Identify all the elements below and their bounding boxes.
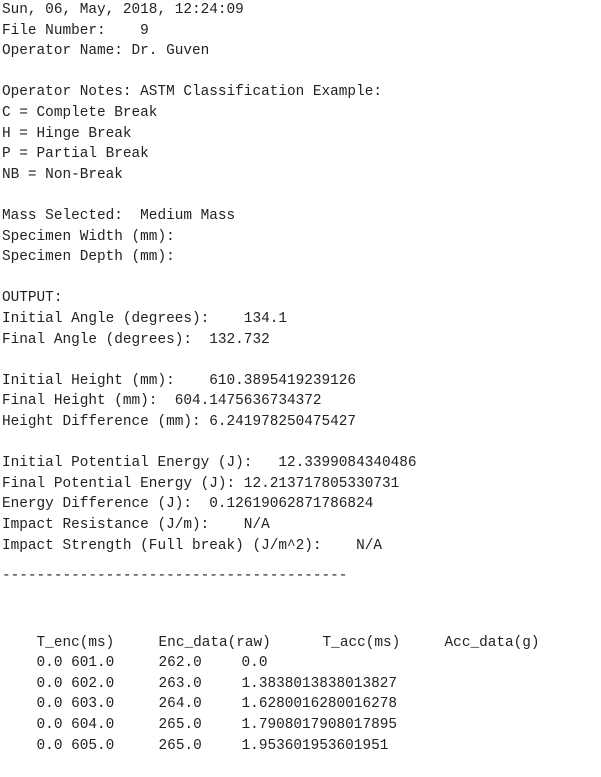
table-row bbox=[2, 653, 397, 692]
table-cell-enc-data: 263.0 bbox=[158, 675, 202, 692]
table-cell-t-enc: 0.0 604.0 bbox=[36, 716, 115, 733]
notes-item-hinge-break: H = Hinge Break bbox=[2, 125, 132, 142]
report-datetime: Sun, 06, May, 2018, 12:24:09 bbox=[2, 2, 244, 18]
operator-name: Operator Name: Dr. Guven bbox=[2, 43, 210, 60]
notes-item-partial-break: P = Partial Break bbox=[2, 146, 149, 163]
height-difference: Height Difference (mm): 6.241978250475427 bbox=[2, 414, 357, 430]
table-row bbox=[2, 674, 397, 713]
notes-item-non-break: NB = Non-Break bbox=[2, 166, 123, 183]
table-cell-enc-data: 262.0 bbox=[158, 655, 202, 672]
table-cell-acc-data: 0.0 bbox=[241, 655, 268, 672]
table-header-enc-data: Enc_data(raw) bbox=[158, 634, 271, 651]
output-heading: OUTPUT: bbox=[2, 290, 63, 307]
table-header-row bbox=[2, 612, 540, 651]
table-cell-t-enc: 0.0 605.0 bbox=[36, 737, 115, 754]
file-number: File Number: 9 bbox=[2, 22, 149, 39]
table-header-acc-data: Acc_data(g) bbox=[444, 634, 540, 651]
notes-item-complete-break: C = Complete Break bbox=[2, 105, 158, 121]
separator-line: ---------------------------------------- bbox=[2, 568, 348, 584]
table-cell-enc-data: 265.0 bbox=[158, 737, 202, 754]
initial-potential-energy: Initial Potential Energy (J): 12.3399084340486 bbox=[2, 455, 417, 472]
table-cell-acc-data: 1.7908017908017895 bbox=[241, 716, 397, 733]
table-row bbox=[2, 633, 268, 672]
mass-selected: Mass Selected: Medium Mass bbox=[2, 208, 236, 224]
table-cell-t-enc: 0.0 601.0 bbox=[36, 655, 115, 672]
initial-angle: Initial Angle (degrees): 134.1 bbox=[2, 311, 287, 327]
impact-strength: Impact Strength (Full break) (J/m^2): N/A bbox=[2, 537, 382, 554]
final-potential-energy: Final Potential Energy (J): 12.213717805330731 bbox=[2, 475, 400, 492]
table-header-t-enc: T_enc(ms) bbox=[36, 634, 115, 651]
energy-difference: Energy Difference (J): 0.12619062871786824 bbox=[2, 496, 374, 513]
table-cell-acc-data: 1.953601953601951 bbox=[241, 737, 389, 754]
table-cell-enc-data: 265.0 bbox=[158, 716, 202, 733]
final-height: Final Height (mm): 604.1475636734372 bbox=[2, 393, 322, 410]
table-header-t-acc: T_acc(ms) bbox=[322, 634, 401, 651]
table-cell-acc-data: 1.3838013838013827 bbox=[241, 675, 397, 692]
table-row bbox=[2, 694, 397, 733]
impact-resistance: Impact Resistance (J/m): N/A bbox=[2, 517, 270, 533]
table-cell-t-enc: 0.0 603.0 bbox=[36, 696, 115, 713]
table-cell-t-enc: 0.0 602.0 bbox=[36, 675, 115, 692]
initial-height: Initial Height (mm): 610.3895419239126 bbox=[2, 372, 357, 389]
table-cell-enc-data: 264.0 bbox=[158, 696, 202, 713]
table-row bbox=[2, 715, 389, 754]
operator-notes-title: Operator Notes: ASTM Classification Example: bbox=[2, 84, 382, 101]
final-angle: Final Angle (degrees): 132.732 bbox=[2, 331, 270, 348]
table-cell-acc-data: 1.6280016280016278 bbox=[241, 696, 397, 713]
specimen-width: Specimen Width (mm): bbox=[2, 228, 175, 245]
specimen-depth: Specimen Depth (mm): bbox=[2, 249, 175, 266]
